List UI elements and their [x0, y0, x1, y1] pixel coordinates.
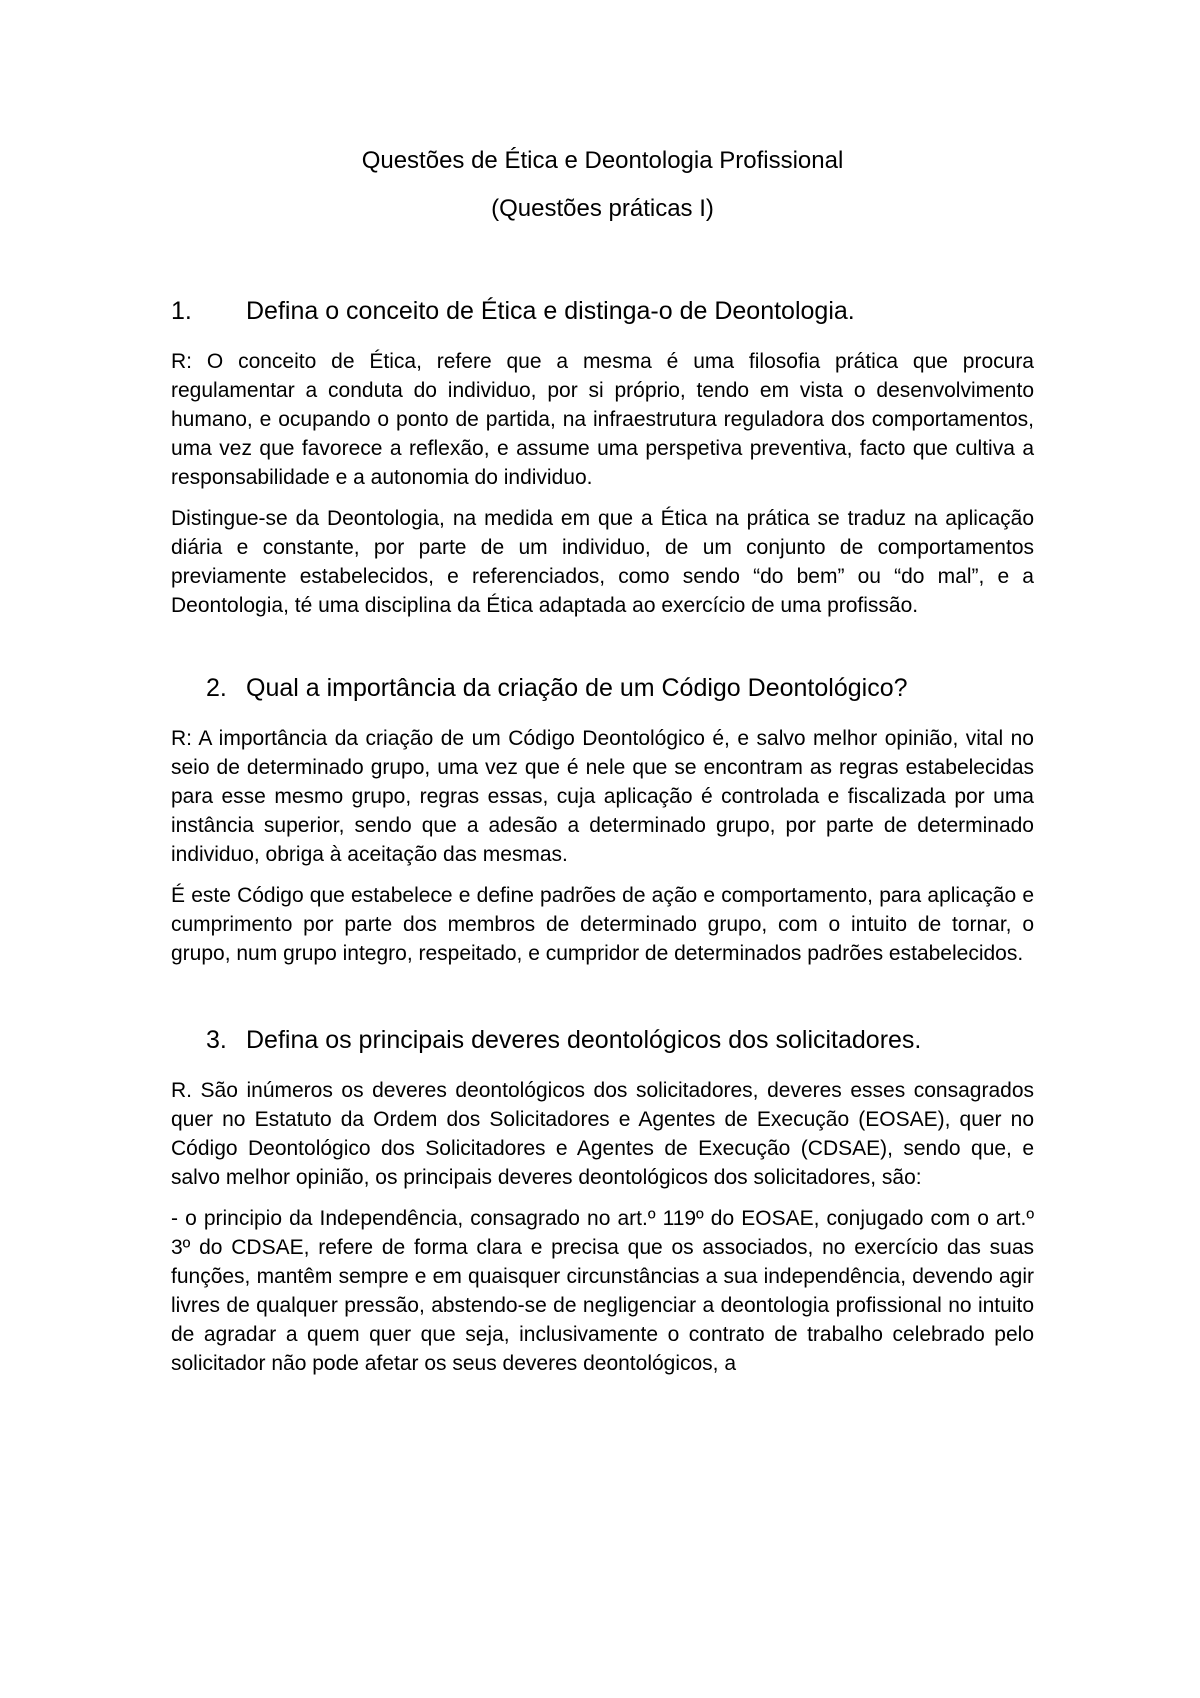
question-3-heading [171, 1024, 1034, 1056]
question-text: Defina os principais deveres deontológicos dos solicitadores. [246, 1026, 922, 1054]
answer-paragraph: - o principio da Independência, consagrado no art.º 119º do EOSAE, conjugado com o art.º 3º do CDSAE, refere de forma clara e precisa que os associados, no exercício das suas funções, mantêm sempre e em quaisquer circunstâncias a sua independência, devendo agir livres de qualquer pressão, abstendo-se de negligenciar a deontologia profissional no intuito de agradar a quem quer que seja, inclusivamente o contrato de trabalho celebrado pelo solicitador não pode afetar os seus deveres deontológicos, a [171, 1207, 1034, 1375]
document-body [171, 146, 1034, 1378]
answer-paragraph: R: O conceito de Ética, refere que a mesma é uma filosofia prática que procura regulamentar a conduta do individuo, por si próprio, tendo em vista o desenvolvimento humano, e ocupando o ponto de partida, na infraestrutura reguladora dos comportamentos, uma vez que favorece a reflexão, e assume uma perspetiva preventiva, facto que cultiva a responsabilidade e a autonomia do individuo. [171, 350, 1034, 489]
question-number: 1. [171, 297, 192, 325]
answer-paragraph: Distingue-se da Deontologia, na medida em que a Ética na prática se traduz na aplicação diária e constante, por parte de um individuo, de um conjunto de comportamentos previamente estabelecidos, e referenciados, como sendo “do bem” ou “do mal”, e a Deontologia, té uma disciplina da Ética adaptada ao exercício de uma profissão. [171, 507, 1034, 617]
answer-paragraph: É este Código que estabelece e define padrões de ação e comportamento, para aplicação e cumprimento por parte dos membros de determinado grupo, com o intuito de tornar, o grupo, num grupo integro, respeitado, e cumpridor de determinados padrões estabelecidos. [171, 884, 1034, 965]
question-2-heading [171, 672, 1034, 704]
answer-paragraph: R. São inúmeros os deveres deontológicos dos solicitadores, deveres esses consagrados quer no Estatuto da Ordem dos Solicitadores e Agentes de Execução (EOSAE), quer no Código Deontológico dos Solicitadores e Agentes de Execução (CDSAE), sendo que, e salvo melhor opinião, os principais deveres deontológicos dos solicitadores, são: [171, 1079, 1034, 1189]
document-subtitle: (Questões práticas I) [491, 195, 714, 222]
document-title: Questões de Ética e Deontologia Profissional [361, 147, 844, 174]
question-number: 3. [206, 1026, 227, 1054]
answer-paragraph: R: A importância da criação de um Código Deontológico é, e salvo melhor opinião, vital no seio de determinado grupo, uma vez que é nele que se encontram as regras estabelecidas para esse mesmo grupo, regras essas, cuja aplicação é controlada e fiscalizada por uma instância superior, sendo que a adesão a determinado grupo, por parte de determinado individuo, obriga à aceitação das mesmas. [171, 727, 1034, 866]
question-1-heading [171, 295, 1034, 327]
question-text: Qual a importância da criação de um Código Deontológico? [246, 674, 908, 702]
question-text: Defina o conceito de Ética e distinga-o de Deontologia. [246, 297, 855, 325]
question-number: 2. [206, 674, 227, 702]
